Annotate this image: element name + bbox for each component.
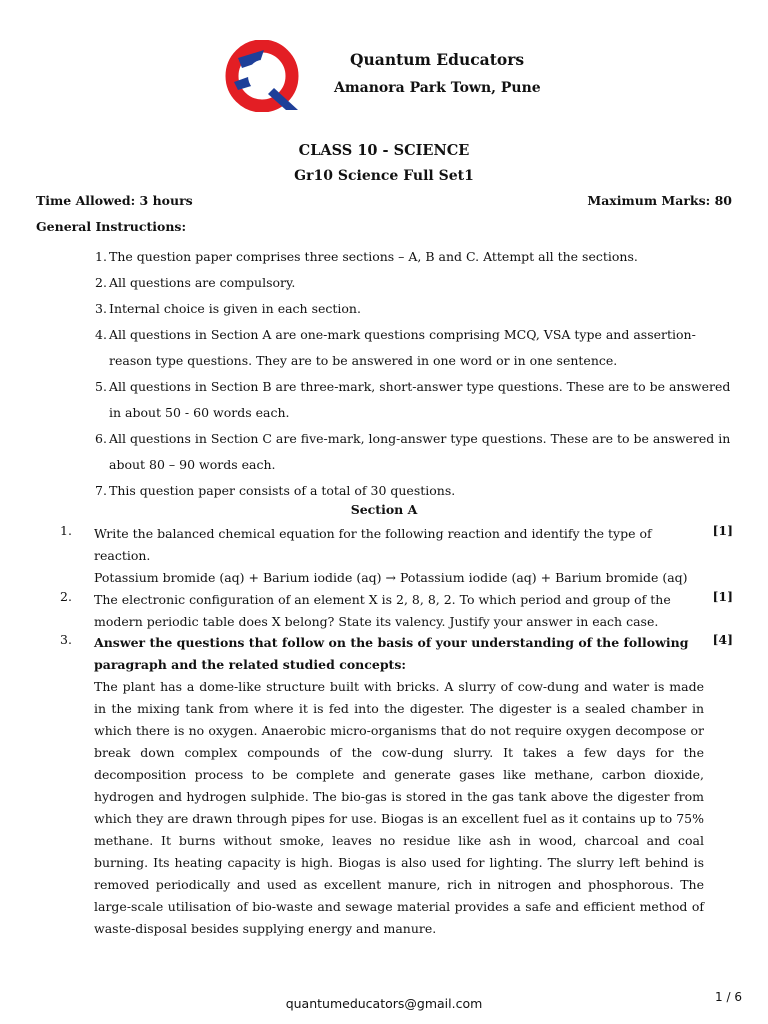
organization-name: Quantum Educators	[350, 50, 525, 69]
question-marks: [1]	[712, 523, 733, 538]
question-text: The electronic configuration of an element X is 2, 8, 8, 2. To which period and group of the modern periodic table does X belong? State its valency. Justify your answer in each case.	[94, 592, 671, 629]
question-equation: Potassium bromide (aq) + Barium iodide (aq) → Potassium iodide (aq) + Barium bromide (aq)	[94, 570, 688, 585]
section-a-heading: Section A	[350, 502, 418, 517]
question-marks: [1]	[712, 589, 733, 604]
quantum-educators-logo-icon	[224, 40, 304, 112]
page-indicator: 1 / 6	[715, 990, 742, 1004]
organization-address: Amanora Park Town, Pune	[334, 80, 541, 96]
question-number: 1.	[60, 523, 72, 538]
question-marks: [4]	[712, 632, 733, 647]
general-instructions-heading: General Instructions:	[36, 219, 187, 234]
instruction-item: 4. All questions in Section A are one-mark questions comprising MCQ, VSA type and assertion-reason type questions. They are to be answered in one word or in one sentence.	[95, 327, 696, 368]
set-title: Gr10 Science Full Set1	[294, 168, 474, 184]
instructions-list	[95, 244, 735, 504]
instruction-item: 5. All questions in Section B are three-mark, short-answer type questions. These are to be answered in about 50 - 60 words each.	[95, 379, 731, 420]
question-prompt: Answer the questions that follow on the basis of your understanding of the following paragraph and the related studied concepts:	[94, 635, 689, 672]
time-allowed: Time Allowed: 3 hours	[36, 193, 193, 208]
instruction-item: 1. The question paper comprises three sections – A, B and C. Attempt all the sections.	[95, 249, 638, 264]
instruction-item: 6. All questions in Section C are five-mark, long-answer type questions. These are to be answered in about 80 – 90 words each.	[95, 431, 731, 472]
question-text: Write the balanced chemical equation for the following reaction and identify the type of reaction.	[94, 526, 652, 563]
instruction-item: 3. Internal choice is given in each section.	[95, 301, 361, 316]
instruction-item: 2. All questions are compulsory.	[95, 275, 296, 290]
footer-email: quantumeducators@gmail.com	[285, 996, 483, 1011]
question-number: 2.	[60, 589, 72, 604]
question-number: 3.	[60, 632, 72, 647]
instruction-item: 7. This question paper consists of a total of 30 questions.	[95, 483, 456, 498]
question-passage: The plant has a dome-like structure built with bricks. A slurry of cow-dung and water is made in the mixing tank from where it is fed into the digester. The digester is a sealed chamber in which there is no oxygen. Anaerobic micro-organisms that do not require oxygen decompose or break down complex compounds of the cow-dung slurry. It takes a few days for the decomposition process to be complete and generate gases like methane, carbon dioxide, hydrogen and hydrogen sulphide. The bio-gas is stored in the gas tank above the digester from which they are drawn through pipes for use. Biogas is an excellent fuel as it contains up to 75% methane. It burns without smoke, leaves no residue like ash in wood, charcoal and coal burning. Its heating capacity is high. Biogas is also used for lighting. The slurry left behind is removed periodically and used as excellent manure, rich in nitrogen and phosphorous. The large-scale utilisation of bio-waste and sewage material provides a safe and efficient method of waste-disposal besides supplying energy and manure.	[94, 679, 704, 936]
maximum-marks: Maximum Marks: 80	[587, 193, 732, 208]
class-title: CLASS 10 - SCIENCE	[298, 142, 470, 159]
